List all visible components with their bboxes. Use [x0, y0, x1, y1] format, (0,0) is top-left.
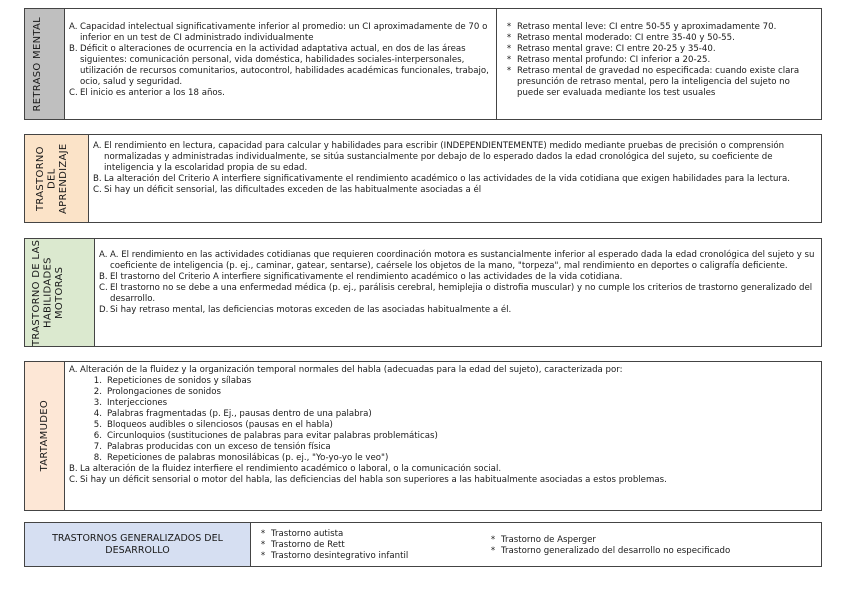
- criterion-key: C.: [69, 475, 78, 485]
- item-text: Retraso mental leve: CI entre 50-55 y aproximadamente 70.: [517, 22, 777, 32]
- item-text: Repeticiones de sonidos y sílabas: [107, 376, 252, 386]
- criterion-key: B.: [69, 44, 78, 54]
- criterion-key: A.: [93, 141, 102, 151]
- criterion-row: [93, 174, 817, 185]
- retraso-mental-box: [24, 8, 822, 120]
- bullet-icon: *: [506, 22, 512, 32]
- criterion-text: El trastorno del Criterio A interfiere significativamente el rendimiento académico o las actividades de la vida cotidiana.: [110, 272, 623, 282]
- item-text: Palabras producidas con un exceso de tensión física: [107, 442, 331, 452]
- item-text: Retraso mental moderado: CI entre 35-40 y 50-55.: [517, 33, 735, 43]
- item-text: Trastorno de Rett: [271, 540, 345, 550]
- item-text: Repeticiones de palabras monosilábicas (p. ej., "Yo-yo-yo le veo"): [107, 453, 389, 463]
- criterion-text: Capacidad intelectual significativamente inferior al promedio: un CI aproximadamente de 70 o inferior en un test de CI administrado individualmente: [80, 22, 488, 43]
- bullet-icon: *: [506, 66, 512, 76]
- item-text: Palabras fragmentadas (p. Ej., pausas dentro de una palabra): [107, 409, 372, 419]
- habilidades-motoras-label-cell: [25, 239, 95, 346]
- criterion-key: B.: [99, 272, 108, 282]
- tartamudeo-label-cell: [25, 362, 65, 510]
- disorder-item: [255, 551, 477, 562]
- item-text: Retraso mental profundo: CI inferior a 20-25.: [517, 55, 711, 65]
- item-text: Interjecciones: [107, 398, 168, 408]
- trastorno-aprendizaje-label-cell: [25, 135, 89, 222]
- tartamudeo-criterion-a: [69, 365, 817, 376]
- list-item: [69, 453, 817, 464]
- retraso-mental-label: RETRASO MENTAL: [31, 16, 43, 112]
- item-number: 6.: [93, 431, 102, 441]
- criterion-text: A. El rendimiento en las actividades cotidianas que requieren coordinación motora es sustancialmente inferior al esperado dada la edad cronológica del sujeto y su coeficiente de inteligencia (p. ej., caminar, gatear, sentarse), caérsele los objetos de la mano, "torpeza", mal rendimiento en deportes o caligrafía deficiente.: [110, 250, 815, 271]
- criterion-row: [69, 464, 817, 475]
- criterion-row: [69, 475, 817, 486]
- item-text: Retraso mental grave: CI entre 20-25 y 35-40.: [517, 44, 716, 54]
- criterion-key: C.: [93, 185, 102, 195]
- item-number: 8.: [93, 453, 102, 463]
- criterion-text: El inicio es anterior a los 18 años.: [80, 88, 225, 98]
- tartamudeo-criteria-rest: [69, 464, 817, 486]
- trastorno-aprendizaje-label: TRASTORNO DEL APRENDIZAJE: [34, 143, 69, 214]
- item-text: Retraso mental de gravedad no especificada: cuando existe clara presunción de retraso mental, pero la inteligencia del sujeto no puede ser evaluada mediante los test usuales: [517, 66, 800, 98]
- bullet-icon: *: [490, 535, 496, 545]
- list-item: [69, 442, 817, 453]
- criterion-row: [69, 88, 492, 99]
- list-item: [69, 409, 817, 420]
- criterion-text: Si hay un déficit sensorial, las dificultades exceden de las habitualmente asociadas a él: [104, 185, 482, 195]
- criterion-key: C.: [99, 283, 108, 293]
- trastorno-aprendizaje-box: [24, 134, 822, 223]
- type-item: [501, 55, 815, 66]
- item-text: Prolongaciones de sonidos: [107, 387, 221, 397]
- criterion-key: A.: [99, 250, 108, 260]
- generalizados-label-cell: [25, 523, 251, 566]
- disorder-item: [255, 540, 477, 551]
- criterion-row: [69, 22, 492, 44]
- generalizados-col-1: [251, 523, 481, 566]
- list-item: [69, 398, 817, 409]
- type-item: [501, 66, 815, 99]
- type-item: [501, 44, 815, 55]
- bullet-icon: *: [506, 33, 512, 43]
- criterion-row: [93, 185, 817, 196]
- bullet-icon: *: [506, 44, 512, 54]
- habilidades-motoras-label: TRASTORNO DE LAS HABILIDADES MOTORAS: [30, 239, 65, 346]
- criterion-text: La alteración del Criterio A interfiere significativamente el rendimiento académico o las actividades de la vida cotidiana que exigen habilidades para la lectura.: [104, 174, 790, 184]
- criterion-text: La alteración de la fluidez interfiere el rendimiento académico o laboral, o la comunicación social.: [80, 464, 502, 474]
- retraso-mental-criteria: [65, 9, 497, 119]
- list-item: [69, 387, 817, 398]
- criterion-row: [69, 44, 492, 88]
- trastorno-aprendizaje-criteria: [89, 135, 821, 222]
- retraso-mental-types: [497, 9, 821, 119]
- habilidades-motoras-criteria: [95, 239, 821, 346]
- bullet-icon: *: [260, 540, 266, 550]
- list-item: [69, 420, 817, 431]
- criterion-row: [99, 250, 817, 272]
- generalizados-label: TRASTORNOS GENERALIZADOS DEL DESARROLLO: [52, 532, 223, 556]
- retraso-mental-label-cell: [25, 9, 65, 119]
- bullet-icon: *: [260, 551, 266, 561]
- disorder-item: [485, 535, 817, 546]
- tartamudeo-item-list: [69, 376, 817, 464]
- criterion-text: Déficit o alteraciones de ocurrencia en la actividad adaptativa actual, en dos de las áreas siguientes: comunicación personal, vida doméstica, habilidades sociales-interpersonales, utilización de recursos comunitarios, autocontrol, habilidades académicas funcionales, trabajo, ocio, salud y seguridad.: [80, 44, 489, 87]
- item-text: Trastorno autista: [271, 529, 344, 539]
- criterion-text: Si hay retraso mental, las deficiencias motoras exceden de las asociadas habitualmente a él.: [110, 305, 512, 315]
- criterion-text: El trastorno no se debe a una enfermedad médica (p. ej., parálisis cerebral, hemiplejia o distrofia muscular) y no cumple los criterios de trastorno generalizado del desarrollo.: [110, 283, 813, 304]
- item-number: 1.: [93, 376, 102, 386]
- item-number: 2.: [93, 387, 102, 397]
- bullet-icon: *: [506, 55, 512, 65]
- criterion-text: El rendimiento en lectura, capacidad para calcular y habilidades para escribir (INDEPENDIENTEMENTE) medido mediante pruebas de precisión o comprensión normalizadas y administradas individualmente, se sitúa sustancialmente por debajo de lo esperado dados la edad cronológica del sujeto, su coeficiente de inteligencia y la escolaridad propia de su edad.: [104, 141, 785, 173]
- tartamudeo-criteria: [65, 362, 821, 510]
- tartamudeo-box: [24, 361, 822, 511]
- criterion-row: [99, 283, 817, 305]
- criterion-key: A.: [69, 365, 78, 375]
- item-number: 4.: [93, 409, 102, 419]
- tartamudeo-label: TARTAMUDEO: [38, 400, 50, 472]
- item-text: Trastorno desintegrativo infantil: [271, 551, 409, 561]
- disorder-item: [485, 546, 817, 557]
- habilidades-motoras-box: [24, 238, 822, 347]
- generalizados-box: [24, 522, 822, 567]
- criterion-row: [93, 141, 817, 174]
- criterion-key: B.: [93, 174, 102, 184]
- list-item: [69, 376, 817, 387]
- bullet-icon: *: [260, 529, 266, 539]
- item-number: 5.: [93, 420, 102, 430]
- generalizados-col-2: [481, 523, 821, 566]
- criterion-key: B.: [69, 464, 78, 474]
- criterion-key: A.: [69, 22, 78, 32]
- item-text: Trastorno generalizado del desarrollo no especificado: [501, 546, 731, 556]
- type-item: [501, 33, 815, 44]
- item-number: 7.: [93, 442, 102, 452]
- criterion-text: Alteración de la fluidez y la organización temporal normales del habla (adecuadas para la edad del sujeto), caracterizada por:: [80, 365, 623, 375]
- item-text: Trastorno de Asperger: [501, 535, 596, 545]
- list-item: [69, 431, 817, 442]
- criterion-text: Si hay un déficit sensorial o motor del habla, las deficiencias del habla son superiores a las habitualmente asociadas a estos problemas.: [80, 475, 667, 485]
- criterion-row: [99, 272, 817, 283]
- type-item: [501, 22, 815, 33]
- criterion-row: [99, 305, 817, 316]
- item-text: Circunloquios (sustituciones de palabras para evitar palabras problemáticas): [107, 431, 438, 441]
- criterion-key: C.: [69, 88, 78, 98]
- bullet-icon: *: [490, 546, 496, 556]
- criterion-key: D.: [99, 305, 109, 315]
- item-number: 3.: [93, 398, 102, 408]
- disorder-item: [255, 529, 477, 540]
- item-text: Bloqueos audibles o silenciosos (pausas en el habla): [107, 420, 333, 430]
